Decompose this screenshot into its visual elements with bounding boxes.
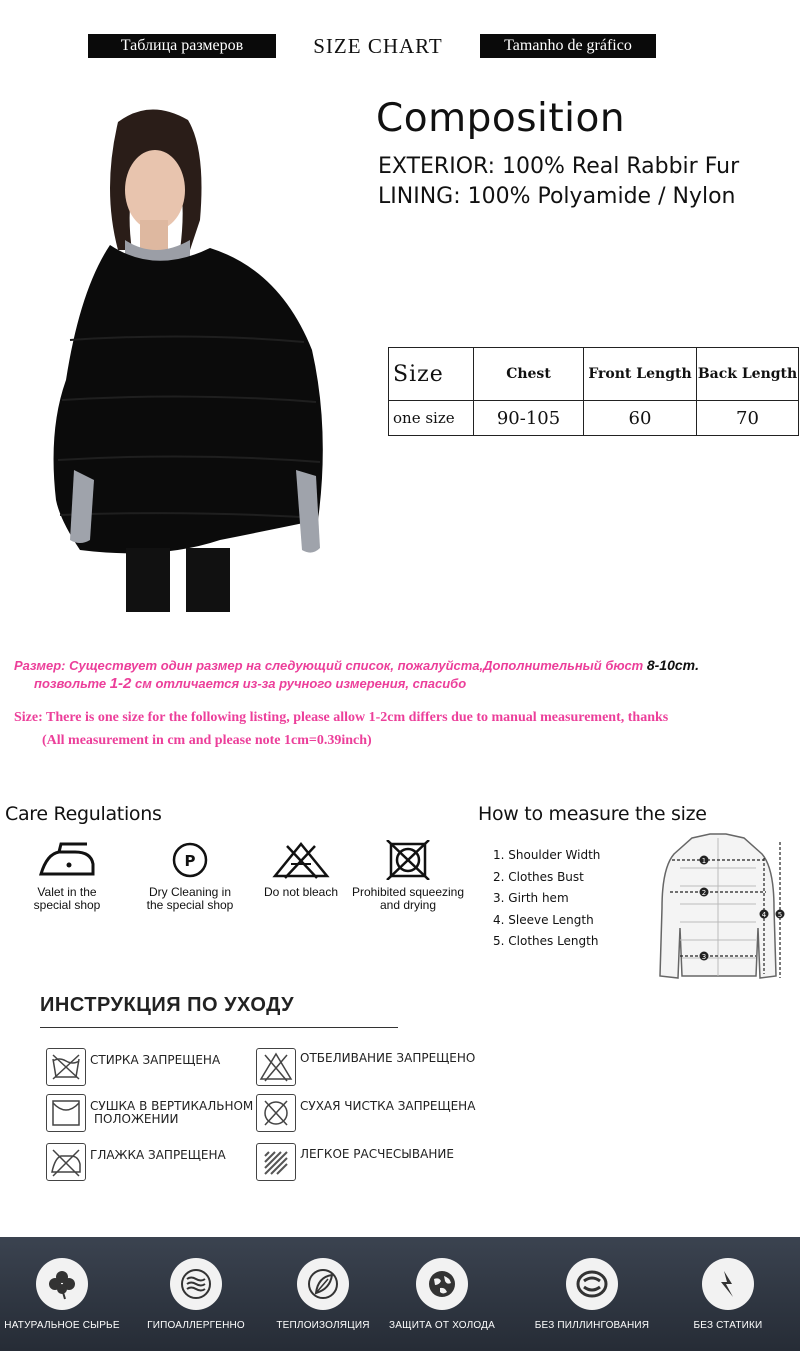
iron-icon	[35, 840, 99, 880]
size-table-row	[389, 401, 799, 436]
care-item-no-squeeze	[348, 840, 468, 912]
measure-item: 2. Clothes Bust	[493, 869, 584, 884]
waves-icon	[179, 1267, 213, 1301]
measure-item: 1. Shoulder Width	[493, 848, 601, 862]
light-brushing-icon	[256, 1143, 296, 1181]
chest-header: Chest	[474, 348, 584, 401]
product-photo	[40, 100, 340, 612]
header-pt-label: Tamanho de gráfico	[480, 34, 656, 58]
line-dry-icon	[46, 1094, 86, 1132]
measure-list	[493, 848, 600, 956]
measure-item: 4. Sleeve Length	[493, 912, 594, 927]
size-table	[388, 347, 799, 436]
size-value: one size	[389, 401, 474, 436]
composition-title: Composition	[376, 96, 626, 141]
ru-care-vertical-dry-line2: ПОЛОЖЕНИИ	[94, 1112, 179, 1126]
ru-care-no-dry-clean: СУХАЯ ЧИСТКА ЗАПРЕЩЕНА	[300, 1099, 476, 1113]
care-no-bleach-label: Do not bleach	[263, 885, 339, 899]
note-ru-bust: 8-10cm.	[646, 657, 700, 673]
feature-hypoallergenic-label: ГИПОАЛЛЕРГЕННО	[147, 1320, 245, 1331]
jacket-marker-3: 3	[701, 953, 707, 961]
feature-no-pilling-label: БЕЗ ПИЛЛИНГОВАНИЯ	[534, 1320, 650, 1331]
feature-insulation-label: ТЕПЛОИЗОЛЯЦИЯ	[276, 1320, 370, 1331]
jacket-marker-5: 5	[777, 911, 783, 919]
ru-care-divider	[40, 1027, 398, 1028]
care-dry-clean-label2: the special shop	[146, 898, 234, 912]
care-dry-clean-label1: Dry Cleaning in	[148, 885, 232, 899]
ru-care-title: ИНСТРУКЦИЯ ПО УХОДУ	[40, 994, 295, 1016]
note-ru-text: Размер: Существует один размер на следующий список, пожалуйста,Дополнительный бюст	[14, 658, 647, 673]
note-en-line2: (All measurement in cm and please note 1cm=0.39inch)	[42, 733, 372, 748]
no-dry-clean-icon	[256, 1094, 296, 1132]
jacket-marker-1: 1	[701, 857, 707, 865]
feature-cold-protection	[382, 1258, 502, 1331]
care-item-dry-clean	[140, 840, 240, 912]
front-length-value: 60	[584, 401, 697, 436]
feature-insulation	[263, 1258, 383, 1331]
note-ru-allow: позвольте	[34, 676, 110, 691]
care-item-no-bleach	[256, 840, 346, 899]
header-ru-label: Таблица размеров	[88, 34, 276, 58]
jacket-marker-2: 2	[701, 889, 707, 897]
note-ru-rest: см отличается из-за ручного измерения, спасибо	[131, 676, 467, 691]
back-length-value: 70	[697, 401, 799, 436]
feature-no-static	[668, 1258, 788, 1331]
no-pilling-icon	[575, 1267, 609, 1301]
header-title: SIZE CHART	[313, 34, 443, 58]
jacket-marker-4: 4	[761, 911, 767, 919]
composition-lining: LINING: 100% Polyamide / Nylon	[378, 184, 736, 209]
feather-icon	[306, 1267, 340, 1301]
ru-care-no-wash: СТИРКА ЗАПРЕЩЕНА	[90, 1053, 221, 1067]
ru-care-no-iron: ГЛАЖКА ЗАПРЕЩЕНА	[90, 1148, 226, 1162]
no-bleach-ru-icon	[256, 1048, 296, 1086]
ru-care-no-bleach: ОТБЕЛИВАНИЕ ЗАПРЕЩЕНО	[300, 1051, 476, 1065]
no-tumble-dry-icon	[385, 840, 431, 880]
composition-exterior: EXTERIOR: 100% Real Rabbir Fur	[378, 154, 740, 179]
care-valet-label1: Valet in the	[37, 885, 97, 899]
back-length-header: Back Length	[697, 348, 799, 401]
clover-icon	[45, 1267, 79, 1301]
note-ru-range: 1-2	[109, 675, 132, 692]
measure-title: How to measure the size	[478, 803, 707, 825]
front-length-header: Front Length	[584, 348, 697, 401]
note-en-line1: Size: There is one size for the following listing, please allow 1-2cm differs due to manual measurement, thanks	[14, 710, 669, 725]
no-wash-icon	[46, 1048, 86, 1086]
feature-no-static-label: БЕЗ СТАТИКИ	[693, 1320, 763, 1331]
jacket-diagram	[648, 828, 798, 990]
feature-natural	[2, 1258, 122, 1331]
care-title: Care Regulations	[5, 803, 162, 825]
measure-item: 5. Clothes Length	[493, 934, 599, 948]
feature-natural-label: НАТУРАЛЬНОЕ СЫРЬЕ	[4, 1320, 120, 1331]
care-valet-label2: special shop	[33, 898, 101, 912]
ru-care-vertical-dry	[90, 1100, 253, 1126]
no-iron-icon	[46, 1143, 86, 1181]
size-table-header-row	[389, 348, 799, 401]
measure-item: 3. Girth hem	[493, 891, 569, 905]
care-no-squeeze-label1: Prohibited squeezing	[351, 885, 465, 899]
feature-no-pilling	[532, 1258, 652, 1331]
chest-value: 90-105	[474, 401, 584, 436]
no-bleach-icon	[271, 840, 331, 880]
ru-care-vertical-dry-line1: СУШКА В ВЕРТИКАЛЬНОМ	[90, 1099, 254, 1113]
note-ru-line2	[34, 675, 466, 692]
note-ru-line1	[14, 657, 800, 673]
size-chart-header	[0, 26, 800, 66]
dry-clean-p-icon	[170, 840, 210, 880]
size-header: Size	[389, 348, 474, 401]
care-no-squeeze-label2: and drying	[379, 898, 437, 912]
ru-care-light-brushing: ЛЕГКОЕ РАСЧЕСЫВАНИЕ	[300, 1147, 454, 1161]
lightning-icon	[711, 1267, 745, 1301]
svg-text:P: P	[184, 852, 196, 870]
feature-hypoallergenic	[136, 1258, 256, 1331]
globe-icon	[425, 1267, 459, 1301]
feature-cold-protection-label: ЗАЩИТА ОТ ХОЛОДА	[389, 1320, 495, 1331]
care-item-valet	[22, 840, 112, 912]
